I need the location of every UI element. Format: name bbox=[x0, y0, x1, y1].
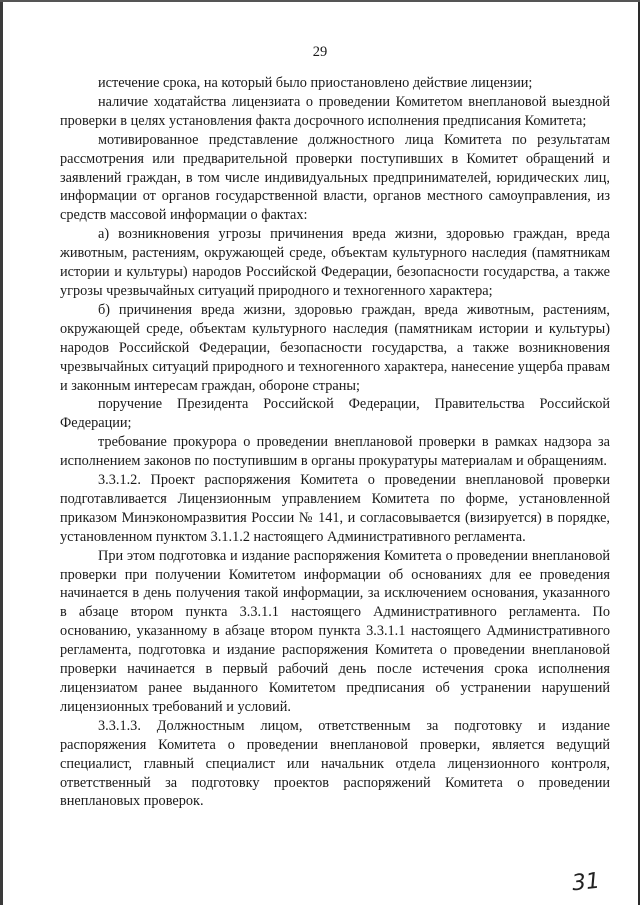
paragraph-license-suspension-expiry: истечение срока, на который было приостановлено действие лицензии; bbox=[98, 75, 533, 91]
page-number: 29 bbox=[312, 44, 328, 60]
paragraph-preparation-timing: При этом подготовка и издание распоряжения Комитета о проведении внеплановой проверки при получении Комитетом информации об основаниях для ее проведения начинается в день получения такой информации, за исключением основания, указанного в абзаце втором пункта 3.3.1.1 настоящего Административного регламента. По основанию, указанному в абзаце втором пункта 3.3.1.1 настоящего Административного регламента, подготовка и издание распоряжения Комитета о проведении внеплановой проверки начинается в первый рабочий день после истечения срока исполнения лицензиатом ранее выданного Комитетом предписания об устранении нарушений лицензионных требований и условий. bbox=[60, 547, 610, 715]
paragraph-licensee-petition: наличие ходатайства лицензиата о проведении Комитетом внеплановой выездной проверки в целях установления факта досрочного исполнения предписания Комитета; bbox=[60, 93, 610, 129]
scan-border-top bbox=[0, 0, 640, 2]
paragraph-motivated-submission: мотивированное представление должностного лица Комитета по результатам рассмотрения или предварительной проверки поступивших в Комитет обращений и заявлений граждан, в том числе индивидуальных предпринимателей, юридических лиц, информации от органов государственной власти, органов местного самоуправления, из средств массовой информации о фактах: bbox=[60, 131, 610, 224]
scan-border-left bbox=[0, 0, 3, 905]
paragraph-item-b: б) причинения вреда жизни, здоровью граждан, вреда животным, растениям, окружающей среде, объектам культурного наследия (памятникам истории и культуры) народов Российской Федерации, безопасности государства, а также возникновения чрезвычайных ситуаций природного и техногенного характера, нанесение ущерба правам и законным интересам граждан, обороне страны; bbox=[60, 301, 610, 394]
handwritten-page-number: 31 bbox=[570, 868, 602, 897]
document-body bbox=[60, 74, 610, 811]
paragraph-3-3-1-2: 3.3.1.2. Проект распоряжения Комитета о проведении внеплановой проверки подготавливается Лицензионным управлением Комитета по форме, установленной приказом Минэкономразвития России № 141, и согласовывается (визируется) в порядке, установленном пунктом 3.1.1.2 настоящего Административного регламента. bbox=[60, 472, 610, 545]
paragraph-president-order: поручение Президента Российской Федерации, Правительства Российской Федерации; bbox=[60, 396, 610, 432]
paragraph-prosecutor-demand: требование прокурора о проведении внеплановой проверки в рамках надзора за исполнением законов по поступившим в органы прокуратуры материалам и обращениям. bbox=[60, 434, 610, 470]
paragraph-3-3-1-3: 3.3.1.3. Должностным лицом, ответственным за подготовку и издание распоряжения Комитета о проведении внеплановой проверки, является ведущий специалист, главный специалист или начальник отдела лицензионного контроля, ответственный за подготовку проектов распоряжений Комитета о проведении внеплановых проверок. bbox=[60, 717, 610, 810]
paragraph-item-a: а) возникновения угрозы причинения вреда жизни, здоровью граждан, вреда животным, растениям, окружающей среде, объектам культурного наследия (памятникам истории и культуры) народов Российской Федерации, безопасности государства, а также угрозы чрезвычайных ситуаций природного и техногенного характера; bbox=[60, 226, 610, 299]
